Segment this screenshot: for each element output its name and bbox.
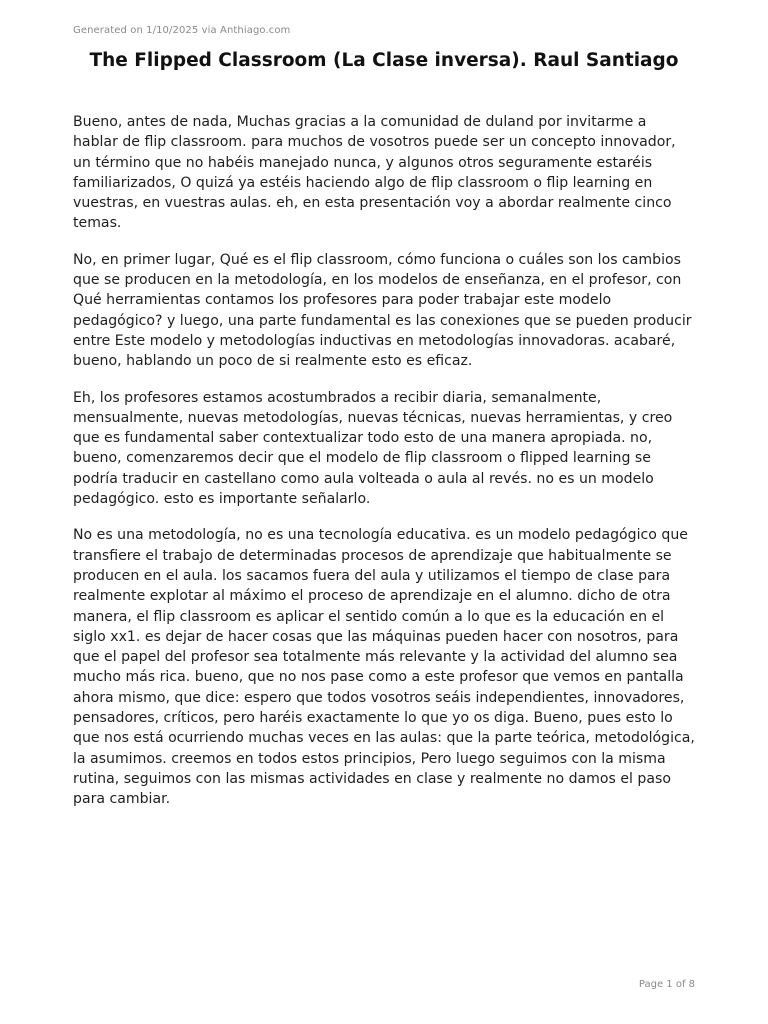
paragraph: Eh, los profesores estamos acostumbrados a recibir diaria, semanalmente, mensualmente, nuevas metodologías, nuevas técnicas, nuevas herramientas, y creo que es fundamental saber contextualizar todo esto de una manera apropiada. no, bueno, comenzaremos decir que el modelo de flip classroom o flipped learning se podría traducir en castellano como aula volteada o aula al revés. no es un modelo pedagógico. esto es importante señalarlo. [73,389,673,508]
paragraph: Bueno, antes de nada, Muchas gracias a la comunidad de duland por invitarme a hablar de flip classroom. para muchos de vosotros puede ser un concepto innovador, un término que no habéis manejado nunca, y algunos otros seguramente estaréis familiarizados, O quizá ya estéis haciendo algo de flip classroom o flip learning en vuestras, en vuestras aulas. eh, en esta presentación voy a abordar realmente cinco temas. [73,114,676,232]
document-body [73,112,695,826]
document-title: The Flipped Classroom (La Clase inversa). Raul Santiago [89,50,679,71]
page-indicator: Page 1 of 8 [638,979,695,990]
generated-note: Generated on 1/10/2025 via Anthiago.com [73,25,291,36]
paragraph: No, en primer lugar, Qué es el flip classroom, cómo funciona o cuáles son los cambios que se producen en la metodología, en los modelos de enseñanza, en el profesor, con Qué herramientas contamos los profesores para poder trabajar este modelo pedagógico? y luego, una parte fundamental es las conexiones que se pueden producir entre Este modelo y metodologías inductivas en metodologías innovadoras. acabaré, bueno, hablando un poco de si realmente esto es eficaz. [73,251,692,370]
paragraph: No es una metodología, no es una tecnología educativa. es un modelo pedagógico que transfiere el trabajo de determinadas procesos de aprendizaje que habitualmente se producen en el aula. los sacamos fuera del aula y utilizamos el tiempo de clase para realmente explotar al máximo el proceso de aprendizaje en el alumno. dicho de otra manera, el flip classroom es aplicar el sentido común a lo que es la educación en el siglo xx1. es dejar de hacer cosas que las máquinas pueden hacer con nosotros, para que el papel del profesor sea totalmente más relevante y la actividad del alumno sea mucho más rica. bueno, que no nos pase como a este profesor que vemos en pantalla ahora mismo, que dice: espero que todos vosotros seáis independientes, innovadores, pensadores, críticos, pero haréis exactamente lo que yo os diga. Bueno, pues esto lo que nos está ocurriendo muchas veces en las aulas: que la parte teórica, metodológica, la asumimos. creemos en todos estos principios, Pero luego seguimos con la misma rutina, seguimos con las mismas actividades en clase y realmente no damos el paso para cambiar. [73,527,695,808]
